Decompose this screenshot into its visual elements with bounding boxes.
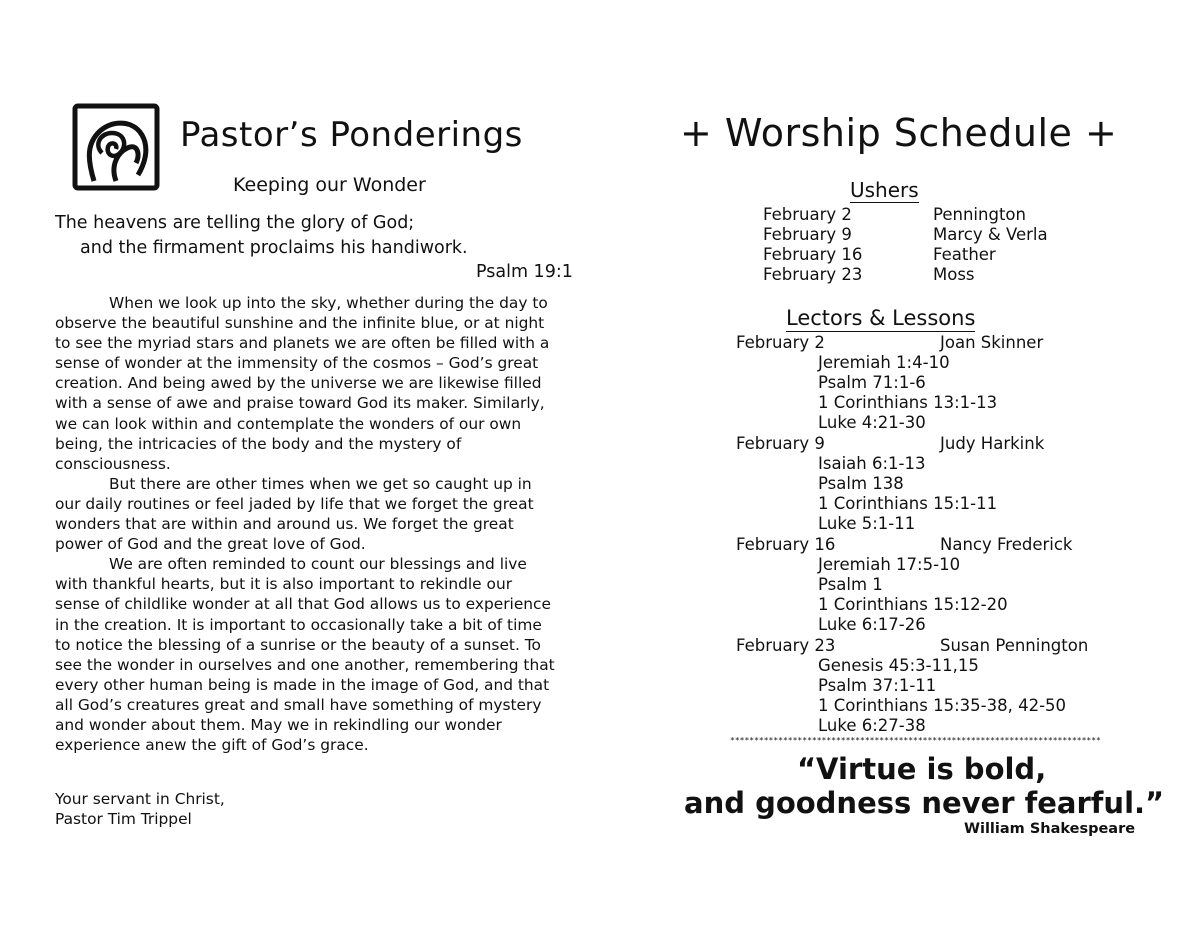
lesson: Jeremiah 1:4-10 <box>818 353 950 372</box>
lesson: 1 Corinthians 15:12-20 <box>818 595 1008 614</box>
body-line: see the wonder in ourselves and one another, remembering that <box>55 655 555 674</box>
body-line: and wonder about them. May we in rekindling our wonder <box>55 715 502 734</box>
lector-name: Susan Pennington <box>940 636 1089 655</box>
usher-name: Marcy & Verla <box>933 225 1048 244</box>
page-title: Pastor’s Ponderings <box>180 115 523 155</box>
spiral-crook-icon <box>72 103 160 191</box>
body-line: with thankful hearts, but it is also important to rekindle our <box>55 575 513 594</box>
article-body <box>55 293 575 755</box>
signature-name: Pastor Tim Trippel <box>55 810 192 828</box>
lector-date: February 16 <box>736 535 836 554</box>
body-line: But there are other times when we get so caught up in <box>109 474 532 493</box>
lesson: Psalm 37:1-11 <box>818 676 937 695</box>
schedule-title: + Worship Schedule + <box>680 111 1118 155</box>
lesson: Genesis 45:3-11,15 <box>818 656 979 675</box>
body-line: creation. And being awed by the universe we are likewise filled <box>55 374 542 393</box>
body-line: every other human being is made in the image of God, and that <box>55 675 550 694</box>
usher-name: Moss <box>933 265 975 284</box>
body-line: observe the beautiful sunshine and the infinite blue, or at night <box>55 314 545 333</box>
body-line: with a sense of awe and praise toward God its maker. Similarly, <box>55 394 545 413</box>
body-line: sense of childlike wonder at all that God allows us to experience <box>55 595 551 614</box>
lesson: 1 Corinthians 15:1-11 <box>818 494 998 513</box>
divider-stars: ***************************************************************************** <box>730 736 1101 745</box>
verse-line-1: The heavens are telling the glory of God; <box>55 213 415 233</box>
usher-date: February 2 <box>763 205 852 224</box>
usher-date: February 9 <box>763 225 852 244</box>
usher-date: February 23 <box>763 265 863 284</box>
lesson: Luke 6:27-38 <box>818 716 926 735</box>
body-line: being, the intricacies of the body and the mystery of <box>55 434 462 453</box>
lector-name: Joan Skinner <box>940 333 1044 352</box>
lesson: Psalm 71:1-6 <box>818 373 926 392</box>
usher-name: Pennington <box>933 205 1026 224</box>
quote-line-1: “Virtue is bold, <box>797 752 1047 786</box>
body-line: in the creation. It is important to occasionally take a bit of time <box>55 615 542 634</box>
closing-line: Your servant in Christ, <box>55 790 225 808</box>
body-line: to notice the blessing of a sunrise or the beauty of a sunset. To <box>55 635 541 654</box>
body-line: When we look up into the sky, whether during the day to <box>109 294 548 312</box>
lesson: Isaiah 6:1-13 <box>818 454 926 473</box>
body-line: power of God and the great love of God. <box>55 535 366 554</box>
lesson: Jeremiah 17:5-10 <box>818 555 961 574</box>
body-line: We are often reminded to count our blessings and live <box>109 555 527 574</box>
lesson: 1 Corinthians 13:1-13 <box>818 393 998 412</box>
ushers-heading: Ushers <box>850 178 919 202</box>
body-line: wonders that are within and around us. We forget the great <box>55 515 514 534</box>
lesson: Luke 6:17-26 <box>818 615 926 634</box>
body-line: to see the myriad stars and planets we are often be filled with a <box>55 334 550 353</box>
lesson: Psalm 138 <box>818 474 904 493</box>
body-line: all God’s creatures great and small have something of mystery <box>55 695 542 714</box>
lector-name: Judy Harkink <box>940 434 1045 453</box>
body-line: we can look within and contemplate the wonders of our own <box>55 414 522 433</box>
lesson: Psalm 1 <box>818 575 883 594</box>
lector-date: February 2 <box>736 333 825 352</box>
lector-date: February 23 <box>736 636 836 655</box>
lectors-heading: Lectors & Lessons <box>786 306 976 330</box>
lesson: Luke 5:1-11 <box>818 514 916 533</box>
body-line: our daily routines or feel jaded by life that we forget the great <box>55 494 534 513</box>
article-subtitle: Keeping our Wonder <box>233 174 426 196</box>
quote-attribution: William Shakespeare <box>964 821 1136 837</box>
lector-name: Nancy Frederick <box>940 535 1073 554</box>
lesson: Luke 4:21-30 <box>818 413 926 432</box>
usher-name: Feather <box>933 245 996 264</box>
body-line: sense of wonder at the immensity of the cosmos – God’s great <box>55 354 539 373</box>
body-line: experience anew the gift of God’s grace. <box>55 736 369 755</box>
verse-line-2: and the firmament proclaims his handiwork. <box>80 238 468 258</box>
quote-line-2: and goodness never fearful.” <box>684 786 1165 820</box>
lesson: 1 Corinthians 15:35-38, 42-50 <box>818 696 1067 715</box>
verse-reference: Psalm 19:1 <box>476 262 573 282</box>
lector-date: February 9 <box>736 434 825 453</box>
closing-signature <box>55 789 225 829</box>
usher-date: February 16 <box>763 245 863 264</box>
body-line: consciousness. <box>55 454 171 473</box>
